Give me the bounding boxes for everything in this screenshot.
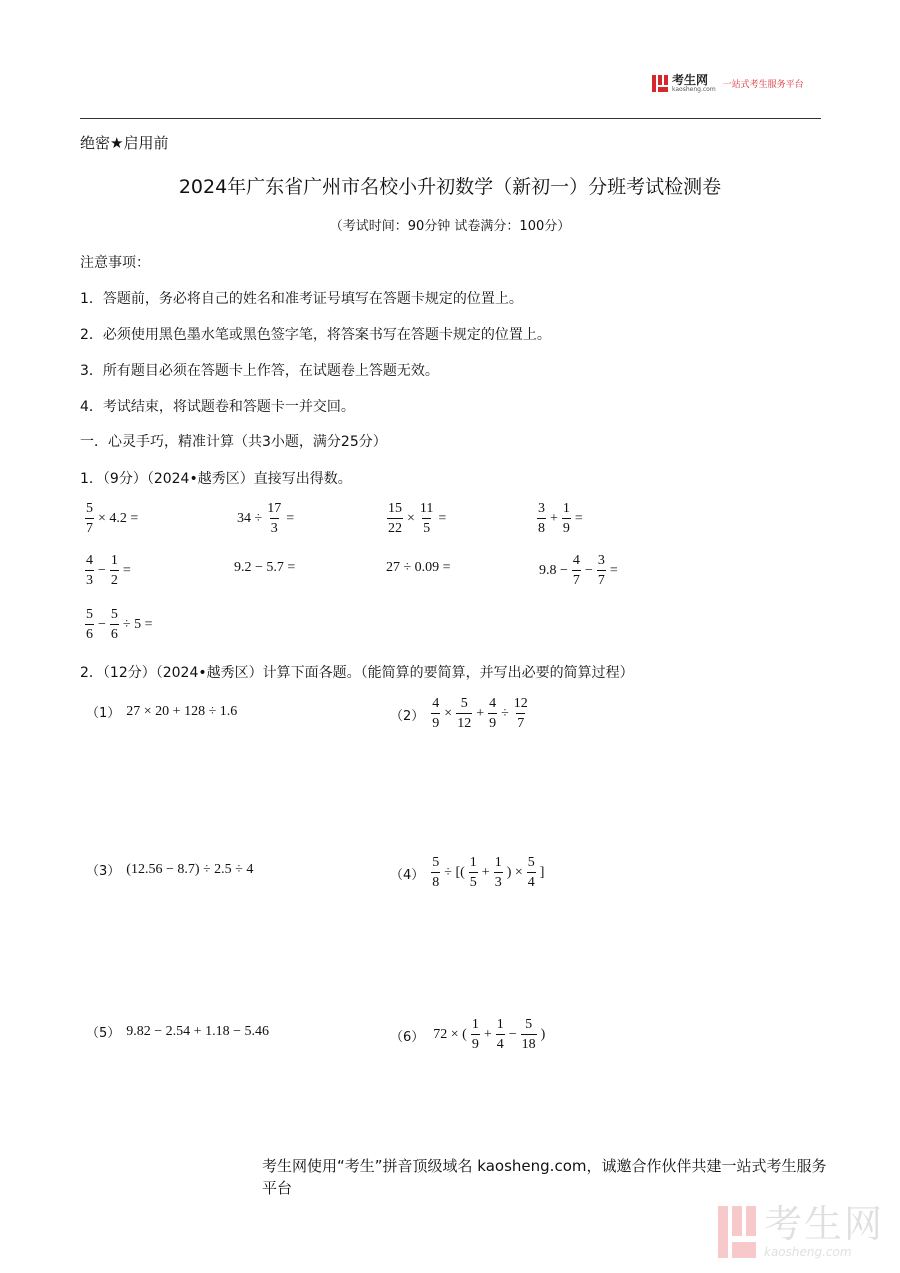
- q1-expression-4: 3 8 + $\frac{1}{9}$ =: [538, 501, 583, 536]
- logo-name: 考生网: [672, 72, 709, 87]
- logo-slogan: 一站式考生服务平台: [722, 79, 804, 90]
- q2-part-6: （6） 72 × ( 1 9 + $\frac{1}{4}$ − $\frac{5}{18}$ ): [390, 1017, 546, 1052]
- header-divider: [80, 118, 821, 119]
- watermark-domain: kaosheng.com: [764, 1245, 852, 1259]
- notice-heading: 注意事项：: [80, 255, 150, 271]
- q2-part-4: （4） $\frac{5}{8}$ ÷ [( 1 5 + $\frac{1}{3}$ ) × $\frac{5}{4}$ ]: [390, 855, 545, 890]
- watermark-name: 考生网: [764, 1202, 885, 1246]
- notice-item: 2．必须使用黑色墨水笔或黑色签字笔，将答案书写在答题卡规定的位置上。: [80, 327, 551, 343]
- question-2-stem: 2．（12分）（2024•越秀区）计算下面各题。（能简算的要简算，并写出必要的简算过程）: [80, 665, 634, 681]
- footer-promo: 考生网使用“考生”拼音顶级域名 kaosheng.com，诚邀合作伙伴共建一站式考生服务平台: [262, 1157, 827, 1197]
- q1-expression-2: 34 ÷ $\frac{17}{3}$ =: [237, 501, 295, 536]
- q1-expression-6: 9.2 − 5.7 =: [234, 560, 296, 575]
- question-1-stem: 1．（9分）（2024•越秀区）直接写出得数。: [80, 471, 352, 487]
- notice-item: 1．答题前，务必将自己的姓名和准考证号填写在答题卡规定的位置上。: [80, 291, 523, 307]
- watermark-logo: [718, 1202, 885, 1259]
- q1-expression-7: 27 ÷ 0.09 =: [386, 560, 451, 575]
- confidential-mark: 绝密★启用前: [80, 134, 169, 152]
- q2-part-2: （2） $\frac{4}{9}$ × $\frac{5}{12}$ + $\frac{4}{9}$ ÷ $\frac{12}{7}$: [390, 696, 528, 731]
- q1-expression-3: $\frac{15}{22}$ × $\frac{11}{5}$ =: [388, 501, 447, 536]
- header-logo: [652, 72, 804, 94]
- notice-item: 4．考试结束，将试题卷和答题卡一并交回。: [80, 399, 355, 415]
- q1-expression-5: 4 3 − $\frac{1}{2}$ =: [86, 553, 131, 588]
- q2-part-5: （5） 9.82 − 2.54 + 1.18 − 5.46: [86, 1023, 269, 1041]
- q1-expression-9: 5 6 − $\frac{5}{6}$ ÷ 5 =: [86, 607, 153, 642]
- q2-part-3: （3） (12.56 − 8.7) ÷ 2.5 ÷ 4: [86, 861, 254, 879]
- q2-part-1: （1） 27 × 20 + 128 ÷ 1.6: [86, 703, 238, 721]
- notice-item: 3．所有题目必须在答题卡上作答，在试题卷上答题无效。: [80, 363, 439, 379]
- kaosheng-watermark-icon: [718, 1206, 756, 1258]
- q1-expression-1: $\frac{5}{7}$ × 4.2 =: [86, 501, 139, 536]
- kaosheng-logo-icon: [652, 75, 668, 92]
- logo-domain: kaosheng.com: [672, 85, 716, 93]
- section-heading: 一．心灵手巧，精准计算（共3小题，满分25分）: [80, 434, 387, 450]
- q1-expression-8: 9.8 − $\frac{4}{7}$ − $\frac{3}{7}$ =: [539, 553, 618, 588]
- exam-info: （考试时间：90分钟 试卷满分：100分）: [329, 219, 571, 234]
- page-title: 2024年广东省广州市名校小升初数学（新初一）分班考试检测卷: [178, 176, 722, 198]
